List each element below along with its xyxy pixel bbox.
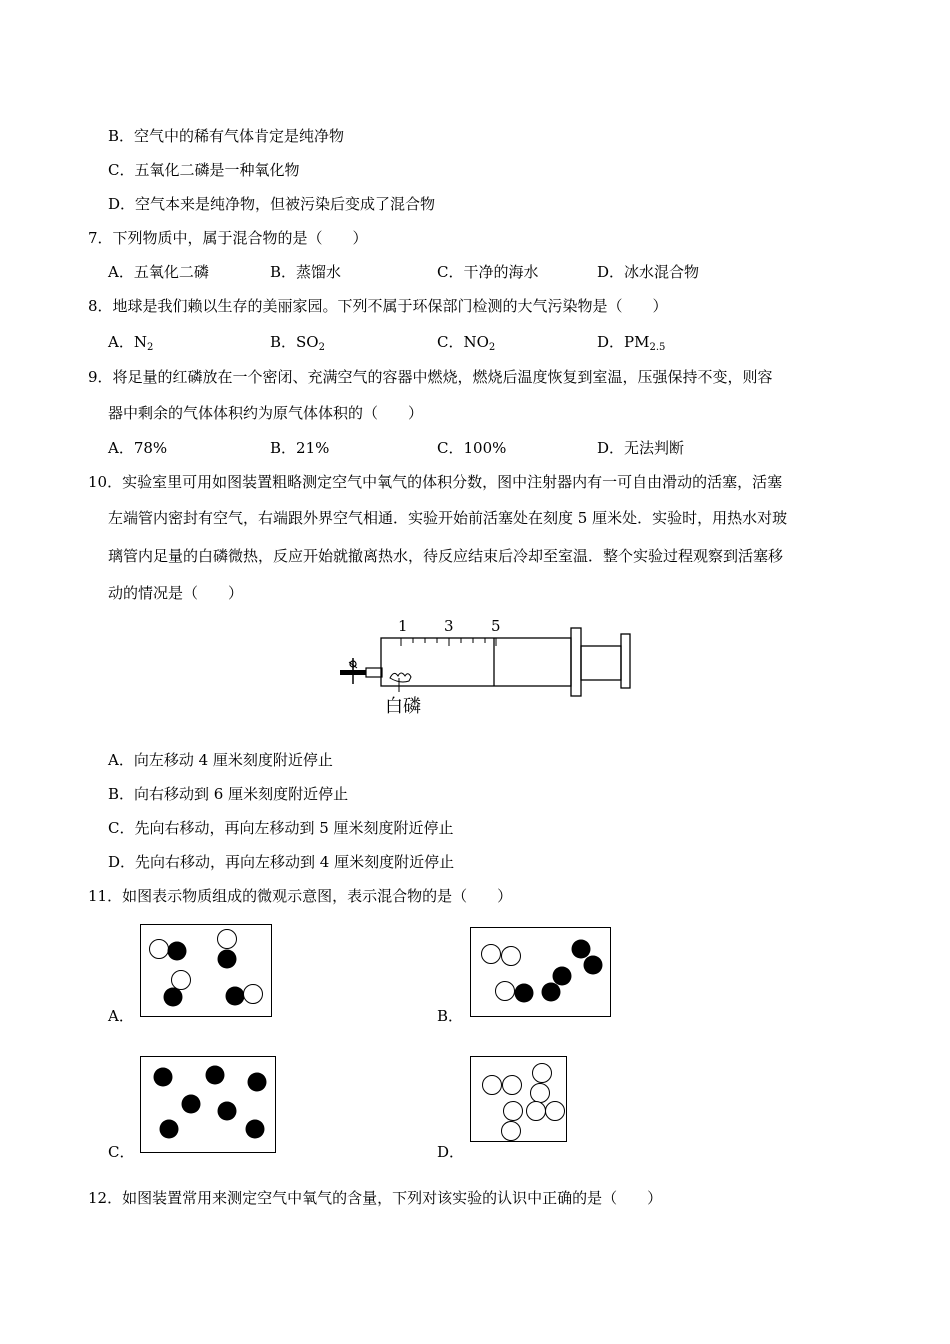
plunger-head [621, 634, 630, 688]
clamp-icon [340, 658, 366, 684]
scale-label-3: 3 [444, 617, 454, 635]
q8-option-b: B．$SO_2$ [270, 333, 325, 353]
q10-stem-line3: 璃管内足量的白磷微热，反应开始就撤离热水，待反应结束后冷却至室温．整个实验过程观察到活塞移 [108, 547, 784, 565]
q10-option-a: A．向左移动 4 厘米刻度附近停止 [108, 751, 333, 769]
q9-option-c: C．100% [437, 439, 507, 457]
diagram-b [470, 927, 611, 1017]
q8-option-a: A．$N_2$ [108, 333, 154, 353]
q9-stem-line1: 9．将足量的红磷放在一个密闭、充满空气的容器中燃烧，燃烧后温度恢复到室温，压强保持不变，则容 [88, 368, 773, 386]
q8-option-d: D．$PM_{2.5}$ [597, 333, 666, 353]
diagram-a [140, 924, 272, 1017]
q11-label-c: C． [108, 1143, 135, 1161]
q7-option-d: D．冰水混合物 [597, 263, 700, 281]
q10-stem-line4: 动的情况是（ ） [108, 584, 244, 602]
q6-option-b: B．空气中的稀有气体肯定是纯净物 [108, 127, 345, 145]
q9-option-a: A．78% [108, 439, 168, 457]
q9-option-d: D．无法判断 [597, 439, 685, 457]
q12-stem: 12．如图装置常用来测定空气中氧气的含量，下列对该实验的认识中正确的是（ ） [88, 1189, 663, 1207]
diagram-c [140, 1056, 276, 1153]
q10-stem-line1: 10．实验室里可用如图装置粗略测定空气中氧气的体积分数，图中注射器内有一可自由滑动的活塞，活塞 [88, 473, 783, 491]
q11-label-d: D． [437, 1143, 465, 1161]
white-phosphorus-icon [390, 673, 411, 682]
diagram-d [470, 1056, 567, 1142]
q7-option-b: B．蒸馏水 [270, 263, 342, 281]
syringe-nozzle [366, 668, 382, 677]
scale-label-1: 1 [398, 617, 408, 635]
white-phosphorus-label: 白磷 [385, 696, 421, 717]
plunger-rod [581, 646, 621, 680]
q7-option-a: A．五氧化二磷 [108, 263, 209, 281]
q9-option-b: B．21% [270, 439, 330, 457]
syringe-figure [338, 612, 638, 722]
scale-ticks [401, 638, 496, 646]
scale-label-5: 5 [491, 617, 501, 635]
q10-stem-line2: 左端管内密封有空气，右端跟外界空气相通．实验开始前活塞处在刻度 5 厘米处．实验时，用热水对玻 [108, 509, 788, 527]
q10-option-d: D．先向右移动，再向左移动到 4 厘米刻度附近停止 [108, 853, 455, 871]
q10-option-b: B．向右移动到 6 厘米刻度附近停止 [108, 785, 349, 803]
q9-stem-line2: 器中剩余的气体体积约为原气体体积的（ ） [108, 404, 424, 422]
q10-option-c: C．先向右移动，再向左移动到 5 厘米刻度附近停止 [108, 819, 454, 837]
q11-label-b: B． [437, 1007, 464, 1025]
q11-label-a: A． [108, 1007, 134, 1025]
syringe-flange [571, 628, 581, 696]
q8-option-c: C．$NO_2$ [437, 333, 496, 353]
q6-option-d: D．空气本来是纯净物，但被污染后变成了混合物 [108, 195, 436, 213]
q7-option-c: C．干净的海水 [437, 263, 539, 281]
q8-stem: 8．地球是我们赖以生存的美丽家园。下列不属于环保部门检测的大气污染物是（ ） [88, 297, 668, 315]
q11-stem: 11．如图表示物质组成的微观示意图，表示混合物的是（ ） [88, 887, 513, 905]
syringe-barrel [381, 638, 571, 686]
q6-option-c: C．五氧化二磷是一种氧化物 [108, 161, 300, 179]
q7-stem: 7．下列物质中，属于混合物的是（ ） [88, 229, 368, 247]
